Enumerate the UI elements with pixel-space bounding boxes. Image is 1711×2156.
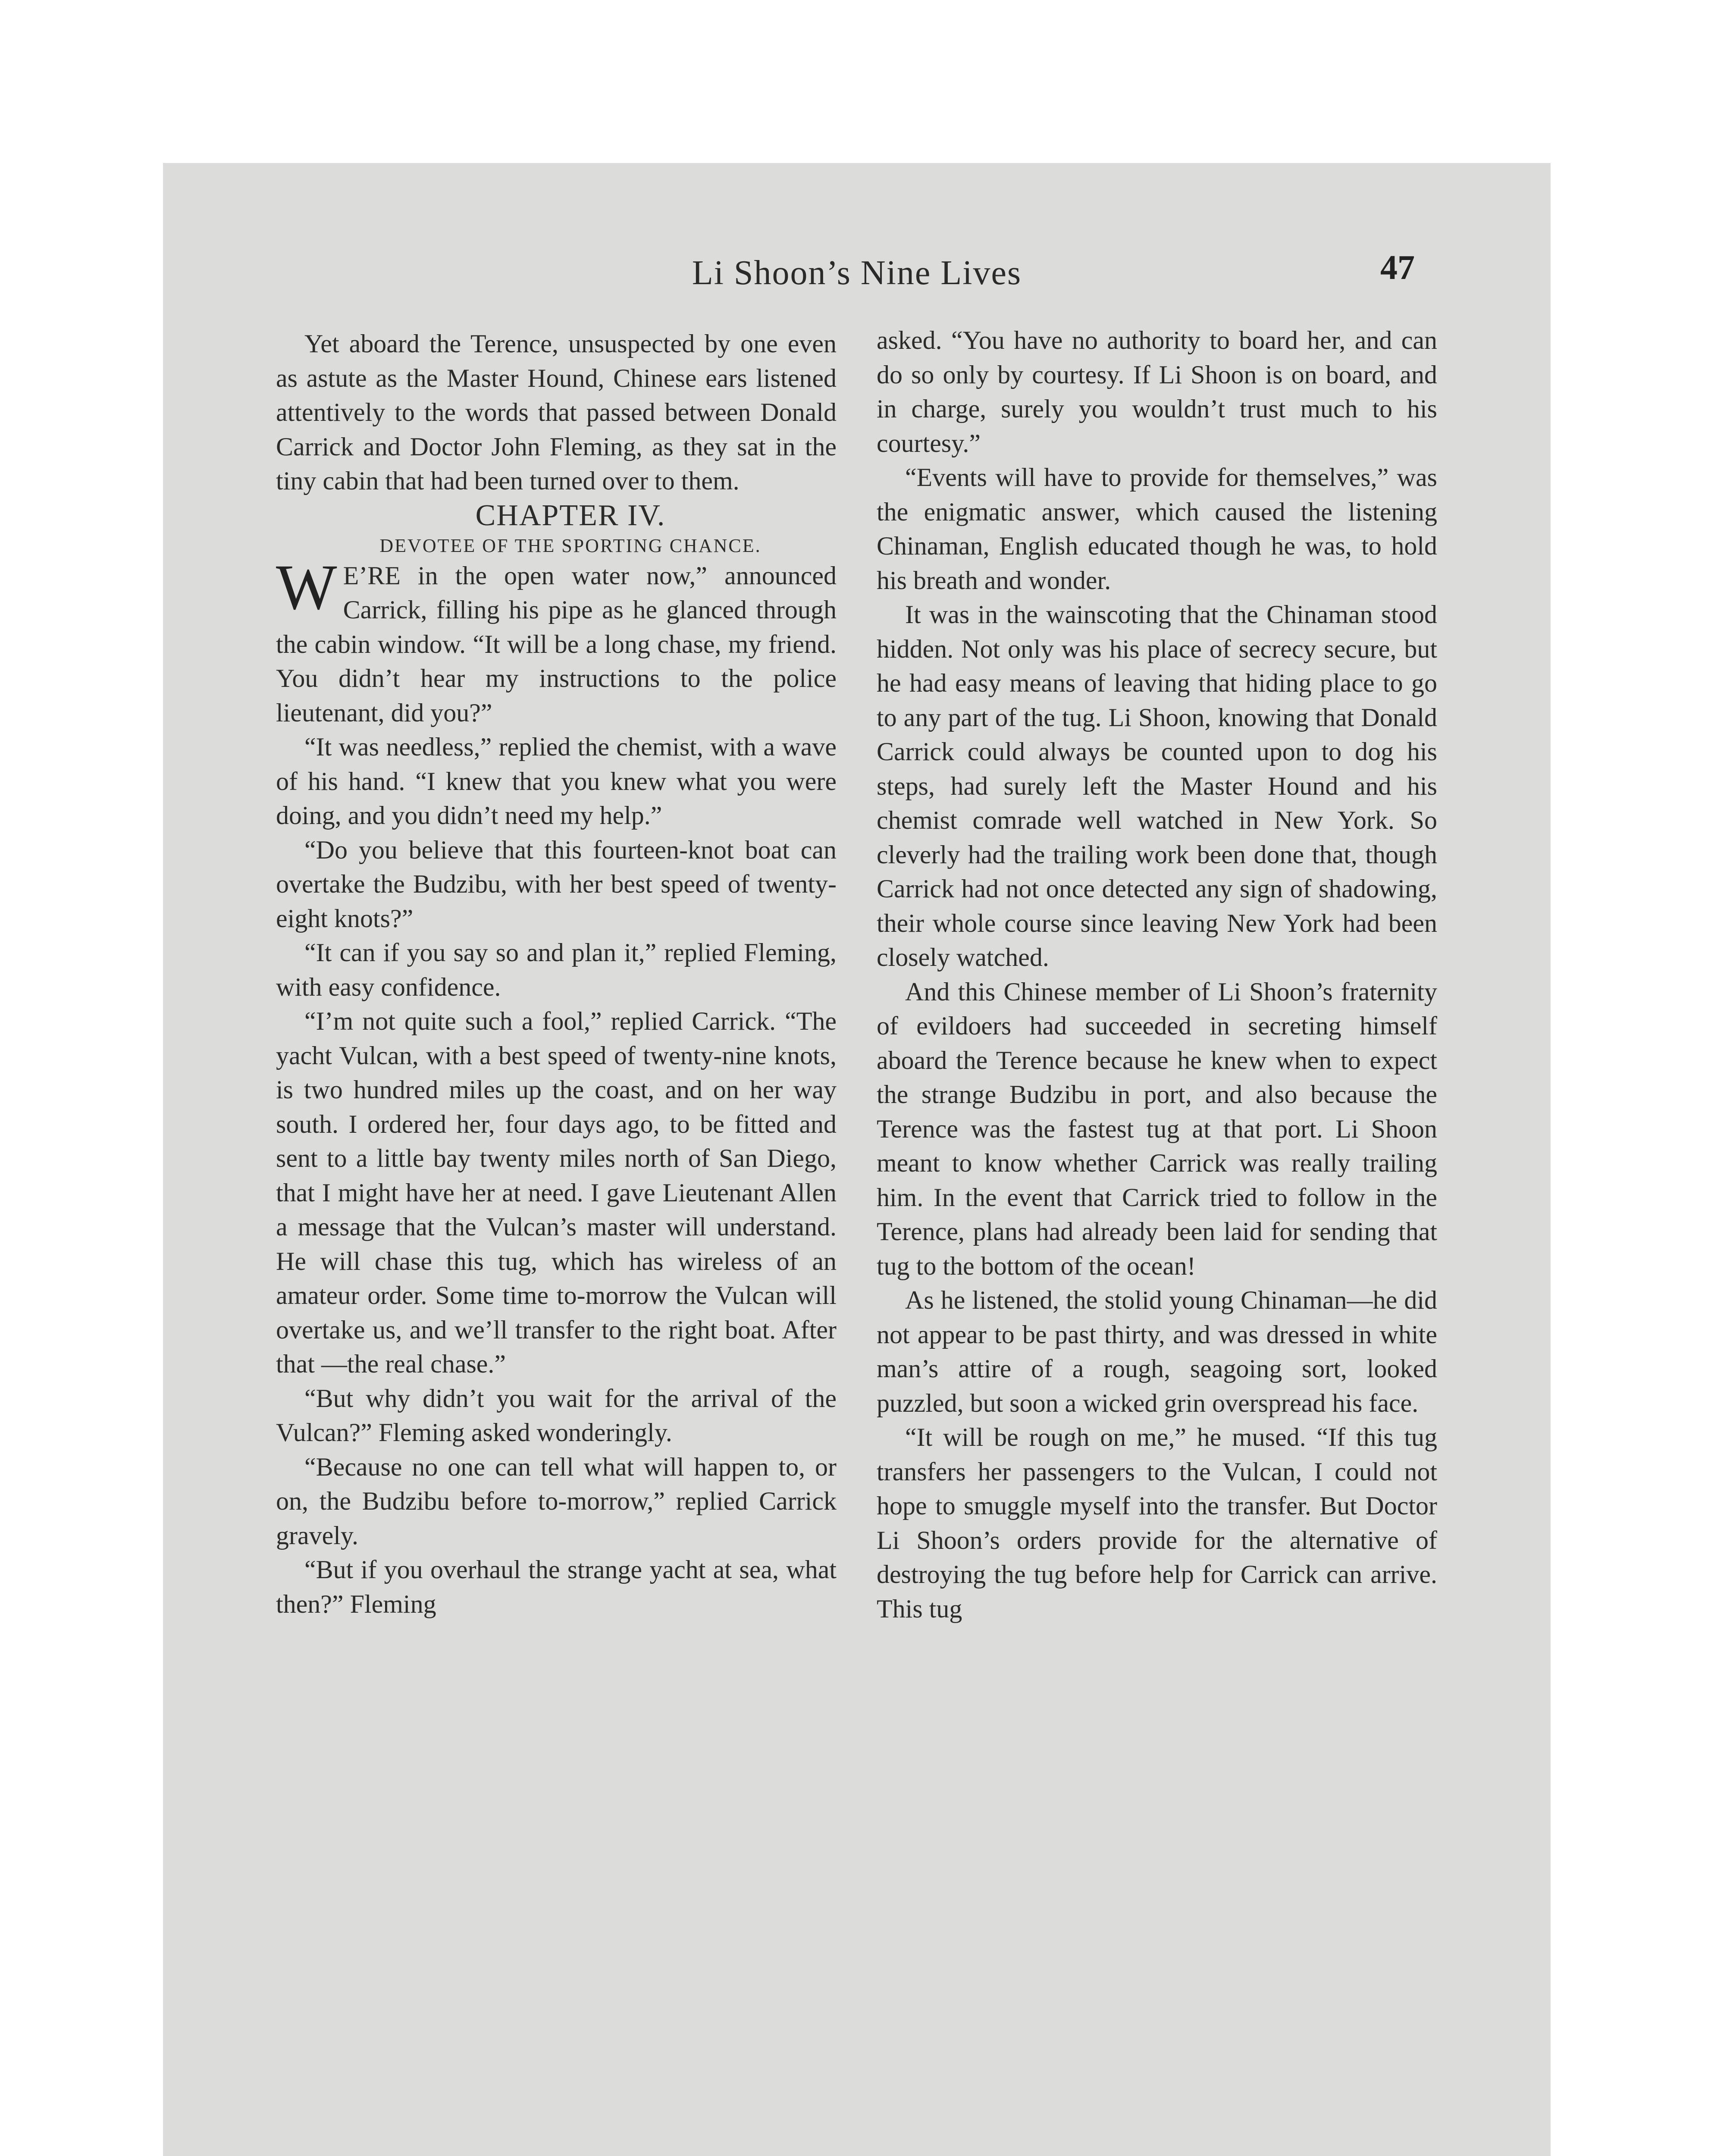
paragraph: It was in the wainscoting that the Chinaman stood hidden. Not only was his place of secrecy secure, but he had easy means of leaving that hiding place to go to any part of the tug. Li Shoon, knowing that Donald Carrick could always be counted upon to dog his steps, had surely left the Master Hound and his chemist comrade well watched in New York. So cleverly had the trailing work been done that, though Carrick had not once detected any sign of shadowing, their whole course since leaving New York had been closely watched. bbox=[877, 600, 1437, 971]
paragraph: “But why didn’t you wait for the arrival of the Vulcan?” Fleming asked wonderingly. bbox=[276, 1384, 837, 1447]
paragraph: “It can if you say so and plan it,” replied Fleming, with easy confidence. bbox=[276, 938, 837, 1001]
chapter-subtitle: DEVOTEE OF THE SPORTING CHANCE. bbox=[379, 535, 761, 556]
paragraph: As he listened, the stolid young Chinaman—he did not appear to be past thirty, and was dressed in white man’s attire of a rough, seagoing sort, looked puzzled, but soon a wicked grin overspread his face. bbox=[877, 1286, 1437, 1417]
paragraph: “Because no one can tell what will happen to, or on, the Budzibu before to-morrow,” replied Carrick gravely. bbox=[276, 1452, 837, 1550]
paragraph: And this Chinese member of Li Shoon’s fraternity of evildoers had succeeded in secreting himself aboard the Terence because he knew when to expect the strange Budzibu in port, and also because the Terence was the fastest tug at that port. Li Shoon meant to know whether Carrick was really trailing him. In the event that Carrick tried to follow in the Terence, plans had already been laid for sending that tug to the bottom of the ocean! bbox=[877, 977, 1437, 1280]
paragraph-text: E’RE in the open water now,” announced Carrick, filling his pipe as he glanced through the cabin window. “It will be a long chase, my friend. You didn’t hear my instructions to the police lieutenant, did you?” bbox=[276, 561, 837, 727]
paragraph-opening bbox=[276, 551, 837, 730]
right-column bbox=[877, 323, 1437, 1626]
paragraph: Yet aboard the Terence, unsuspected by one even as astute as the Master Hound, Chinese ears listened attentively to the words that passed between Donald Carrick and Doctor John Fleming, as they sat in the tiny cabin that had been turned over to them. bbox=[276, 329, 837, 495]
paragraph: “Do you believe that this fourteen-knot boat can overtake the Budzibu, with her best speed of twenty-eight knots?” bbox=[276, 835, 837, 933]
paragraph: “But if you overhaul the strange yacht at sea, what then?” Fleming bbox=[276, 1555, 837, 1618]
left-column bbox=[276, 327, 837, 1621]
running-head bbox=[163, 249, 1551, 310]
paragraph: “It will be rough on me,” he mused. “If this tug transfers her passengers to the Vulcan, I could not hope to smuggle myself into the transfer. But Doctor Li Shoon’s orders provide for the alternative of destroying the tug before help for Carrick can arrive. This tug bbox=[877, 1423, 1437, 1623]
drop-cap: W bbox=[276, 551, 337, 623]
chapter-heading: CHAPTER IV. bbox=[475, 498, 666, 532]
paragraph: “It was needless,” replied the chemist, with a wave of his hand. “I knew that you knew what you were doing, and you didn’t need my help.” bbox=[276, 733, 837, 830]
paragraph: “I’m not quite such a fool,” replied Carrick. “The yacht Vulcan, with a best speed of twenty-nine knots, is two hundred miles up the coast, and on her way south. I ordered her, four days ago, to be fitted and sent to a little bay twenty miles north of San Diego, that I might have her at need. I gave Lieutenant Allen a message that the Vulcan’s master will understand. He will chase this tug, which has wireless of an amateur order. Some time to-morrow the Vulcan will overtake us, and we’ll transfer to the right boat. After that —the real chase.” bbox=[276, 1007, 837, 1378]
running-head-title: Li Shoon’s Nine Lives bbox=[692, 254, 1022, 292]
scanned-page bbox=[163, 163, 1551, 2156]
page-number: 47 bbox=[1380, 249, 1415, 287]
paragraph: asked. “You have no authority to board her, and can do so only by courtesy. If Li Shoon is on board, and in charge, surely you wouldn’t trust much to his courtesy.” bbox=[877, 326, 1437, 458]
paragraph: “Events will have to provide for themselves,” was the enigmatic answer, which caused the listening Chinaman, English educated though he was, to hold his breath and wonder. bbox=[877, 463, 1437, 595]
